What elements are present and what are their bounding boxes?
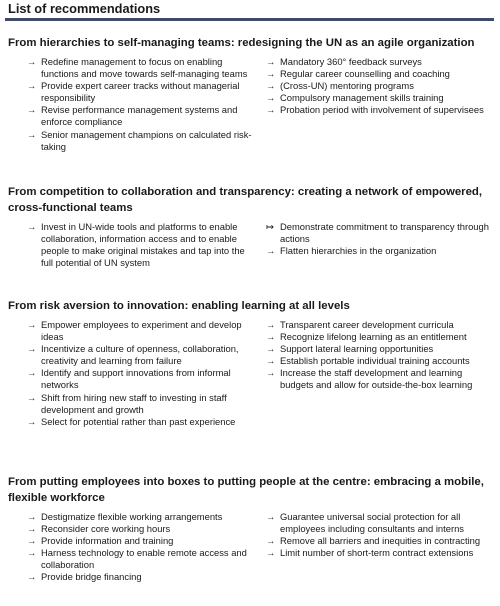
section-hierarchies (8, 35, 494, 185)
arrow-icon: → (27, 415, 37, 427)
list-item (266, 343, 496, 355)
list-item (27, 416, 252, 428)
list-item (27, 367, 252, 391)
arrow-icon: → (27, 56, 37, 67)
item-text: Demonstrate commitment to transparency through actions (280, 221, 489, 245)
arrow-icon: → (266, 355, 276, 367)
list-item (266, 367, 496, 391)
item-text: Incentivize a culture of openness, collaboration, creativity and learning from failure (41, 343, 239, 367)
arrow-icon: → (266, 68, 276, 80)
item-text: Probation period with involvement of supervisees (280, 104, 484, 116)
item-text: Revise performance management systems and enforce compliance (41, 104, 238, 128)
item-text: Senior management champions on calculated risk-taking (41, 128, 252, 152)
list-item (27, 129, 252, 153)
item-text: Provide bridge financing (41, 571, 142, 583)
item-text: (Cross-UN) mentoring programs (280, 80, 414, 92)
list-item (27, 104, 252, 128)
arrow-icon: → (27, 511, 37, 522)
item-text: Empower employees to experiment and develop ideas (41, 319, 242, 343)
list-item (27, 319, 252, 343)
list-item (266, 68, 496, 80)
recommendations-right-column (266, 319, 496, 392)
recommendations-right-column (266, 511, 496, 559)
list-item (266, 56, 496, 68)
item-text: Invest in UN-wide tools and platforms to enable collaboration, information access and to enable people to make original mistakes and tap into the full potential of UN system (41, 221, 245, 269)
arrow-icon: → (266, 56, 276, 67)
arrow-icon: → (266, 245, 276, 257)
list-item (27, 343, 252, 367)
recommendations-left-column (27, 511, 252, 584)
list-item (27, 511, 252, 523)
section-heading: From hierarchies to self-managing teams: redesigning the UN as an agile organization (8, 37, 475, 49)
item-text: Support lateral learning opportunities (280, 343, 434, 355)
recommendations-left-column (27, 56, 252, 153)
list-item (266, 547, 496, 559)
item-text: Increase the staff development and learning budgets and allow for outside-the-box learning (280, 367, 473, 391)
item-text: Establish portable individual training accounts (280, 355, 470, 367)
arrow-icon: → (27, 80, 37, 92)
list-item (27, 523, 252, 535)
section-innovation (8, 298, 494, 468)
item-text: Flatten hierarchies in the organization (280, 245, 437, 257)
list-item (266, 331, 496, 343)
item-text: Mandatory 360° feedback surveys (280, 56, 422, 67)
arrow-icon: → (266, 535, 276, 547)
arrow-icon: → (266, 367, 276, 379)
arrow-icon: → (27, 319, 37, 330)
arrow-icon: → (27, 571, 37, 583)
item-text: Transparent career development curricula (280, 319, 454, 330)
item-text: Harness technology to enable remote access and collaboration (41, 547, 247, 571)
list-item (266, 104, 496, 116)
recommendations-left-column (27, 221, 252, 269)
section-heading: From putting employees into boxes to putting people at the centre: embracing a mobile, flexible workforce (8, 476, 484, 504)
arrow-icon: ↦ (266, 221, 274, 232)
arrow-icon: → (27, 547, 37, 559)
list-item (266, 535, 496, 547)
arrow-icon: → (266, 80, 276, 92)
item-text: Compulsory management skills training (280, 92, 444, 104)
list-item (27, 392, 252, 416)
list-item (27, 571, 252, 583)
arrow-icon: → (266, 104, 276, 116)
section-heading: From risk aversion to innovation: enabling learning at all levels (8, 300, 350, 312)
arrow-icon: → (27, 104, 37, 116)
arrow-icon: → (27, 343, 37, 355)
item-text: Reconsider core working hours (41, 523, 171, 535)
section-collaboration (8, 184, 494, 294)
list-item (266, 221, 496, 245)
arrow-icon: → (27, 221, 37, 232)
recommendations-right-column (266, 221, 496, 257)
arrow-icon: → (27, 367, 37, 379)
list-item (27, 56, 252, 80)
page-title: List of recommendations (8, 1, 161, 16)
arrow-icon: → (27, 535, 37, 547)
list-item (27, 80, 252, 104)
arrow-icon: → (266, 511, 276, 522)
list-item (266, 355, 496, 367)
item-text: Recognize lifelong learning as an entitlement (280, 331, 467, 343)
arrow-icon: → (266, 92, 276, 104)
list-item (266, 245, 496, 257)
list-item (266, 511, 496, 535)
item-text: Shift from hiring new staff to investing in staff development and growth (41, 391, 227, 415)
arrow-icon: → (27, 128, 37, 140)
item-text: Guarantee universal social protection for all employees including consultants and interns (280, 511, 464, 535)
item-text: Destigmatize flexible working arrangements (41, 511, 223, 522)
item-text: Regular career counselling and coaching (280, 68, 450, 80)
list-item (266, 319, 496, 331)
title-bar (5, 0, 494, 21)
arrow-icon: → (27, 523, 37, 535)
item-text: Select for potential rather than past experience (41, 415, 236, 427)
list-item (27, 547, 252, 571)
list-item (266, 92, 496, 104)
item-text: Remove all barriers and inequities in contracting (280, 535, 481, 547)
recommendations-left-column (27, 319, 252, 428)
arrow-icon: → (27, 391, 37, 403)
item-text: Provide expert career tracks without managerial responsibility (41, 80, 240, 104)
item-text: Limit number of short-term contract extensions (280, 547, 474, 559)
recommendations-right-column (266, 56, 496, 116)
item-text: Provide information and training (41, 535, 174, 547)
arrow-icon: → (266, 343, 276, 355)
list-item (27, 535, 252, 547)
arrow-icon: → (266, 547, 276, 559)
item-text: Identify and support innovations from informal networks (41, 367, 231, 391)
item-text: Redefine management to focus on enabling functions and move towards self-managing teams (41, 56, 248, 80)
section-flexible-workforce (8, 474, 494, 604)
section-heading: From competition to collaboration and transparency: creating a network of empowered, cross-functional teams (8, 186, 483, 214)
list-item (27, 221, 252, 269)
arrow-icon: → (266, 319, 276, 330)
arrow-icon: → (266, 331, 276, 343)
list-item (266, 80, 496, 92)
